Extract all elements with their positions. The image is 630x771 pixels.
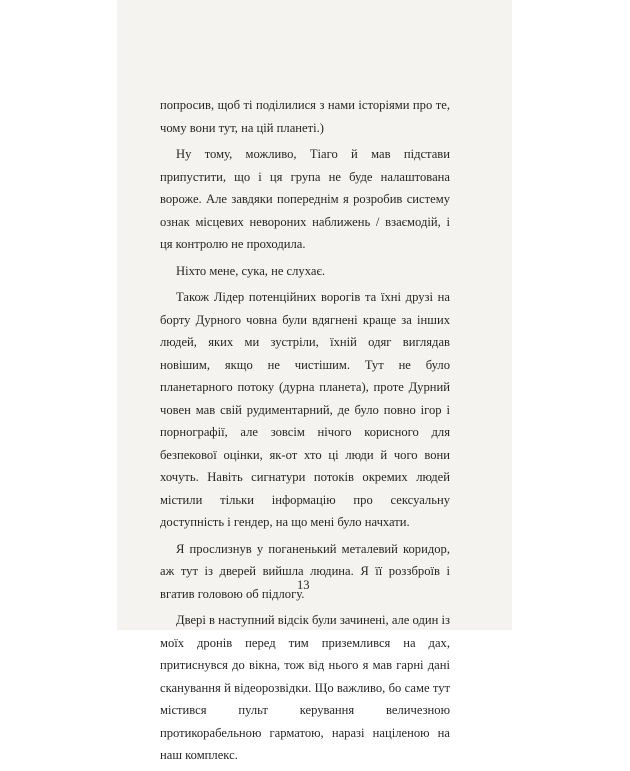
paragraph-3: Ніхто мене, сука, не слухає. [176,263,326,278]
paragraph-5: Я прослизнув у поганенький металевий коридор, аж тут із дверей вийшла людина. Я її роззброїв і вгатив головою об підлогу. [160,541,450,601]
page-number: 13 [297,578,310,592]
paragraph-1: попросив, щоб ті поділилися з нами історіями про те, чому вони тут, на цій планеті.) [160,98,450,135]
paragraph-6: Двері в наступний відсік були зачинені, але один із моїх дронів перед тим приземлився на дах, притиснувся до вікна, тож від нього я мав гарні дані сканування й відеорозвідки. Що важливо, бо саме тут містився пульт керування величезною протикорабельною гарматою, наразі націленою на наш комплекс. [160,613,450,762]
paragraph-2: Ну тому, можливо, Тіаго й мав підстави припустити, що і ця група не буде налаштована вороже. Але завдяки попереднім я розробив систему ознак місцевих невороних наближень / взаємодій, і ця контролю не проходила. [160,147,450,251]
paragraph-4: Також Лідер потенційних ворогів та їхні друзі на борту Дурного човна були вдягнені краще за інших людей, яких ми зустріли, їхній одяг виглядав новішим, якщо не чистішим. Тут не було планетарного потоку (дурна планета), проте Дурний човен мав свій рудиментарний, де було повно ігор і порнографії, але зовсім нічого корисного для безпекової оцінки, як-от хто ці люди й чого вони хочуть. Навіть сигнатури потоків окремих людей містили тільки інформацію про сексуальну доступність і гендер, на що мені було начхати. [160,290,450,529]
page-body-text [160,94,450,771]
